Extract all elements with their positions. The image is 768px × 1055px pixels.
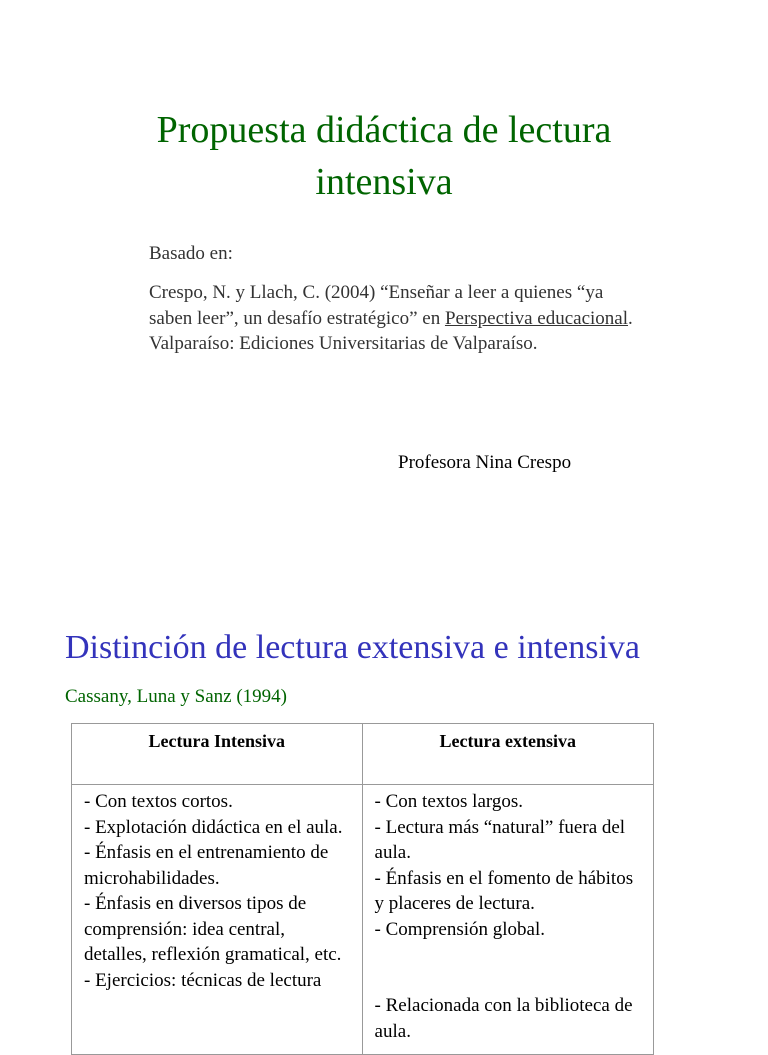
list-item: - Énfasis en diversos tipos de comprensión: idea central, detalles, reflexión gramatical, etc. (84, 893, 342, 965)
author-name: Profesora Nina Crespo (398, 452, 572, 473)
table-row (72, 785, 654, 1055)
list-item: - Explotación didáctica en el aula. (84, 816, 343, 838)
header-intensiva: Lectura Intensiva (72, 724, 363, 785)
spacer (375, 942, 641, 993)
slide-title: Distinción de lectura extensiva e intensiva (65, 629, 640, 666)
citation-text (149, 280, 639, 357)
list-item: - Relacionada con la biblioteca de aula. (374, 995, 633, 1042)
intensiva-cell (72, 785, 363, 1055)
list-item: - Con textos cortos. (84, 791, 233, 812)
citation-part-1: Crespo, N. y Llach, C. (2004) “Enseñar a leer a quienes “ya saben leer”, un desafío estratégico” en (149, 282, 604, 329)
list-item: - Énfasis en el entrenamiento de microhabilidades. (84, 842, 329, 889)
presentation-title (0, 104, 768, 208)
title-line-1: Propuesta didáctica de lectura (156, 109, 612, 151)
list-item: - Ejercicios: técnicas de lectura (84, 969, 322, 991)
list-item: - Énfasis en el fomento de hábitos y placeres de lectura. (374, 867, 634, 914)
comparison-slide (0, 590, 768, 1042)
table-header-row (72, 724, 654, 785)
based-on-label: Basado en: (149, 243, 233, 264)
list-item: - Con textos largos. (374, 791, 524, 812)
comparison-table (71, 723, 654, 1055)
list-item: - Comprensión global. (374, 918, 545, 940)
citation-part-2: . Valparaíso: Ediciones Universitarias de Valparaíso. (149, 307, 633, 354)
extensiva-cell (362, 785, 653, 1055)
list-item: - Lectura más “natural” fuera del aula. (374, 816, 626, 863)
title-line-2: intensiva (315, 161, 453, 203)
source-citation: Cassany, Luna y Sanz (1994) (65, 686, 287, 707)
header-extensiva: Lectura extensiva (362, 724, 653, 785)
journal-link[interactable]: Perspectiva educacional (444, 307, 629, 329)
